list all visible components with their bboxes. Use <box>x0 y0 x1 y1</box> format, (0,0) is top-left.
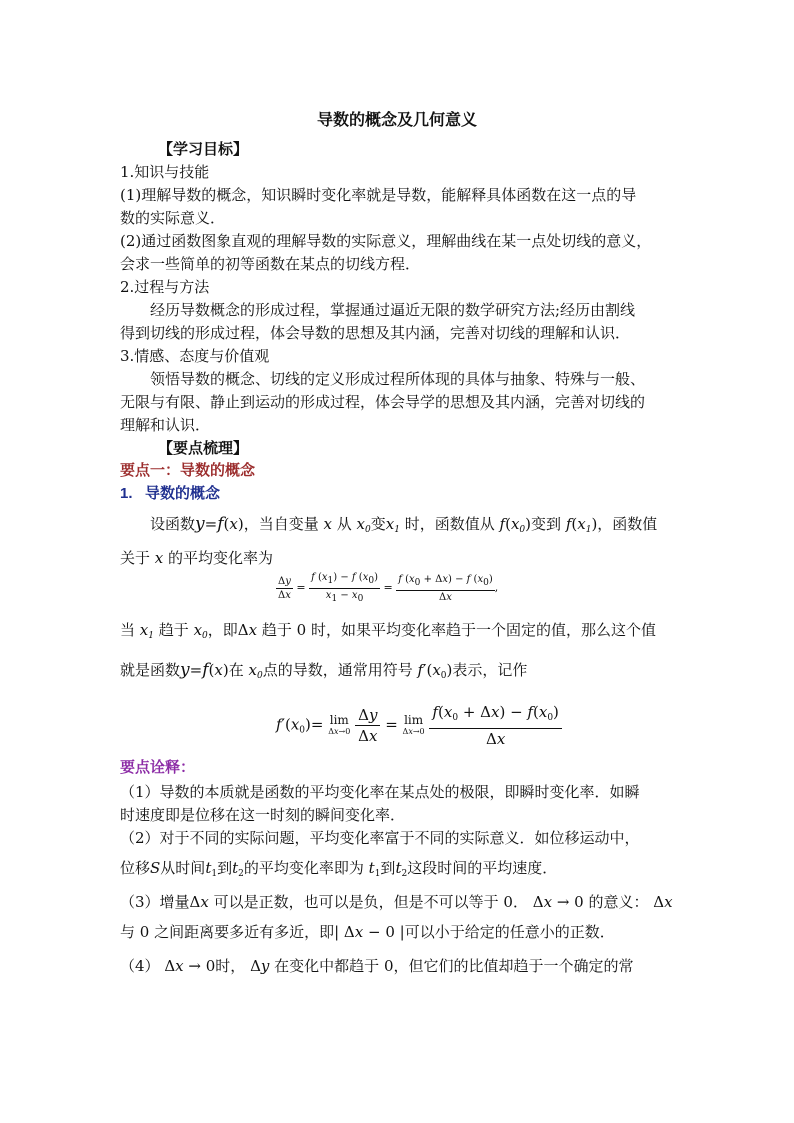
goal3-text-line3: 理解和认识． <box>120 416 211 434</box>
text: 当 <box>120 621 136 639</box>
goal3-text-line2: 无限与有限、静止到运动的形成过程，体会导学的思想及其内涵，完善对切线的 <box>120 393 646 411</box>
goal1-item2-line2: 会求一些简单的初等函数在某点的切线方程． <box>120 255 421 273</box>
text: 从 <box>336 515 352 533</box>
text: 时，函数值从 <box>404 515 495 533</box>
text: 时， <box>215 957 246 975</box>
goal1-item2-line1: (2)通过函数图象直观的理解导数的实际意义，理解曲线在某一点处切线的意义， <box>120 232 652 250</box>
goal2-text-line2: 得到切线的形成过程，体会导数的思想及其内涵，完善对切线的理解和认识． <box>120 324 631 342</box>
var-x: x <box>323 515 332 533</box>
note1-line1: （1）导数的本质就是函数的平均变化率在某点处的极限，即瞬时变化率．如瞬 <box>120 783 640 801</box>
text: 关于 <box>120 549 151 567</box>
text: 趋于 0 时，如果平均变化率趋于一个固定的值，那么这个值 <box>261 621 656 639</box>
text: 这段时间的平均速度． <box>407 859 558 877</box>
text: 与 0 之间距离要多近有多近，即 <box>120 923 335 941</box>
text: 到 <box>380 859 396 877</box>
sub1-title: 导数的概念 <box>145 485 221 502</box>
text: （3）增量 <box>120 893 190 911</box>
var-s: S <box>150 859 161 877</box>
text: 到 <box>217 859 233 877</box>
note2-line1: （2）对于不同的实际问题，平均变化率富于不同的实际意义．如位移运动中， <box>120 829 640 847</box>
sub1-heading <box>120 484 220 504</box>
symbol-fprime: f <box>417 661 424 679</box>
goal1-item1-line2: 数的实际意义． <box>120 209 226 227</box>
text: 点的导数，通常用符号 <box>262 661 413 679</box>
var: $x_1$ <box>577 515 592 535</box>
var-x0: $x_0$ <box>356 515 371 535</box>
text: 趋于 <box>158 621 189 639</box>
text: ，当自变量 <box>243 515 319 533</box>
text: 可以是正数，也可以是负，但是不可以等于 0． <box>213 893 528 911</box>
goal3-heading: 3.情感、态度与价值观 <box>120 347 270 365</box>
formula-f: f <box>217 514 224 534</box>
definition-line3: 当 $x_1$ 趋于 $x_0$，即Δx 趋于 0 时，如果平均变化率趋于一个固定的值，那么这个值 <box>120 621 656 641</box>
text: 的平均变化率为 <box>168 549 274 567</box>
text: 在 <box>228 661 244 679</box>
text: 表示，记作 <box>452 661 528 679</box>
goal2-heading: 2.过程与方法 <box>120 278 210 296</box>
text: 变到 <box>531 515 562 533</box>
text: 位移 <box>120 859 151 877</box>
formula-fx0: f <box>499 515 506 533</box>
average-rate-formula: $\frac{\Delta y}{\Delta x}$ = $\frac{f (x_1) - f (x_0)}{x_1 - x_0}$ = $\frac{f (x_0 + \Delta x) - f (x_0)}{\Delta x}$ , <box>278 571 499 604</box>
goal2-text-line1: 经历导数概念的形成过程，掌握通过逼近无限的数学研究方法;经历由割线 <box>150 301 636 319</box>
point1-heading: 要点一：导数的概念 <box>120 462 256 479</box>
formula-x: x <box>229 515 238 533</box>
var-x0: $x_0$ <box>248 661 263 681</box>
goal1-heading: 1.知识与技能 <box>120 163 210 181</box>
definition-line2 <box>120 548 273 568</box>
formula: y <box>180 660 190 680</box>
note1-line2: 时速度即是位移在这一时刻的瞬间变化率． <box>120 806 406 824</box>
text: 的意义： <box>588 893 649 911</box>
text: 在变化中都趋于 0，但它们的比值却趋于一个确定的常 <box>274 957 634 975</box>
page-title: 导数的概念及几何意义 <box>316 110 477 129</box>
text: 变 <box>370 515 386 533</box>
note4-line1: （4） Δx → 0时， Δy 在变化中都趋于 0，但它们的比值却趋于一个确定的常 <box>120 957 634 975</box>
text: ，函数值 <box>597 515 658 533</box>
goal1-item1-line1: (1)理解导数的概念，知识瞬时变化率就是导数，能解释具体函数在这一点的导 <box>120 186 637 204</box>
definition-line4: 就是函数y=f(x)在 $x_0$点的导数，通常用符号 $f'(x_0)$表示，记作 <box>120 660 528 681</box>
var-x1: $x_1$ <box>139 621 154 641</box>
sub1-number: 1. <box>120 485 133 502</box>
text: （4） <box>120 957 160 975</box>
note3-line1: （3）增量Δx 可以是正数，也可以是负，但是不可以等于 0． Δx → 0 的意义： Δx <box>120 893 673 911</box>
text: 从时间 <box>160 859 206 877</box>
derivative-formula: $f'(x_0)= \lim$ Δx→0 $\frac{\Delta y}{\Delta x}$ = lim Δx→0 $\frac{f(x_0 + \Delta x) - f(x_0)}{\Delta x}$ <box>276 702 562 753</box>
var: $x_0$ <box>510 515 526 535</box>
note-heading: 要点诠释： <box>120 759 196 776</box>
text: 的平均变化率即为 <box>243 859 364 877</box>
formula: f <box>202 660 209 680</box>
var-x0: $x_0$ <box>193 621 208 641</box>
note2-line2: 位移S从时间$t_1$到$t_2$的平均变化率即为 $t_1$到$t_2$这段时间的平均速度． <box>120 859 558 879</box>
text: ，即 <box>207 621 238 639</box>
section-points-heading: 【要点梳理】 <box>158 439 249 457</box>
text: 可以小于给定的任意小的正数． <box>404 923 615 941</box>
goal3-text-line1: 领悟导数的概念、切线的定义形成过程所体现的具体与抽象、特殊与一般、 <box>150 370 646 388</box>
definition-line1: 设函数y=f(x)，当自变量 x 从 $x_0$变$x_1$ 时，函数值从 $f(x_0)$变到 $f(x_1)$，函数值 <box>150 514 658 535</box>
text: 就是函数 <box>120 661 181 679</box>
var-x: x <box>154 549 164 567</box>
note3-line2: 与 0 之间距离要多近有多近，即| Δx − 0 |可以小于给定的任意小的正数． <box>120 923 615 941</box>
var-x1: $x_1$ <box>385 515 400 535</box>
text: 设函数 <box>150 515 196 533</box>
formula-fx1: f <box>565 515 572 533</box>
formula-y-fx: y <box>195 514 205 534</box>
section-goals-heading: 【学习目标】 <box>158 140 249 158</box>
